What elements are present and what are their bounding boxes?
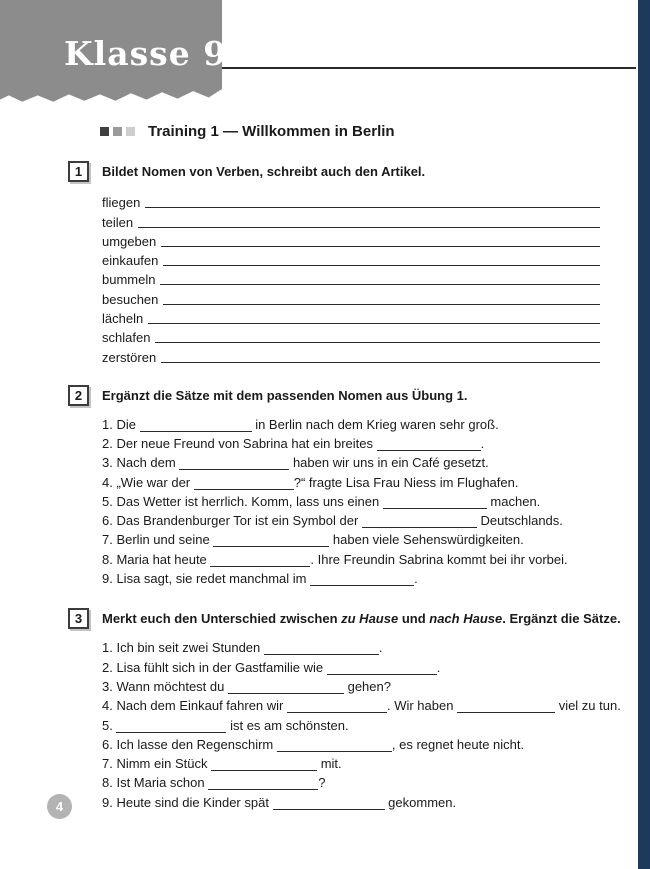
sections-container [0,161,650,812]
writing-line [163,253,600,266]
sentence: 5. ist es am schönsten. [102,717,349,733]
header-rule [222,67,636,69]
sentence: 1. Ich bin seit zwei Stunden . [102,640,383,656]
sentence: 3. Nach dem haben wir uns in ein Café gesetzt. [102,455,489,471]
blank-line [210,553,310,567]
sentence: 4. „Wie war der ?“ fragte Lisa Frau Niess im Flughafen. [102,474,519,490]
section-head [68,161,600,182]
section-body [102,191,600,365]
section-heading: Bildet Nomen von Verben, schreibt auch den Artikel. [102,164,426,179]
section-heading: Ergänzt die Sätze mit dem passenden Nomen aus Übung 1. [102,387,468,403]
blank-line [327,661,437,675]
blank-line [310,572,414,586]
verb-label: umgeben [102,233,157,249]
sentence: 2. Der neue Freund von Sabrina hat ein breites . [102,435,485,451]
blank-line [208,776,318,790]
sentence: 6. Das Brandenburger Tor ist ein Symbol der Deutschlands. [102,513,563,529]
blank-line [228,680,344,694]
blank-line [362,514,477,528]
section-head [68,608,621,629]
sentence: 7. Berlin und seine haben viele Sehenswürdigkeiten. [102,532,524,548]
sentence: 3. Wann möchtest du gehen? [102,678,391,694]
blank-line [213,533,329,547]
sentence: 5. Das Wetter ist herrlich. Komm, lass uns einen machen. [102,493,541,509]
word-line-row [102,249,600,268]
section-head [68,385,600,406]
sentence: 9. Lisa sagt, sie redet manchmal im . [102,571,418,587]
sentence: 6. Ich lasse den Regenschirm , es regnet heute nicht. [102,736,525,752]
sentence: 7. Nimm ein Stück mit. [102,756,342,772]
square-bullet-icon-mid [113,127,122,136]
blank-line [140,418,252,432]
writing-line [145,195,600,208]
word-line-row [102,307,600,326]
sentence: 8. Maria hat heute . Ihre Freundin Sabrina kommt bei ihr vorbei. [102,551,568,567]
page-edge-bar [638,0,650,869]
word-line-row [102,287,600,306]
writing-line [161,234,600,247]
section-body [102,415,600,589]
sentence: 8. Ist Maria schon ? [102,775,326,791]
section-number-box: 3 [68,608,89,629]
sentence: 9. Heute sind die Kinder spät gekommen. [102,794,457,810]
writing-line [163,292,600,305]
square-bullet-icon-dark [100,127,109,136]
writing-line [161,350,600,363]
writing-line [160,272,600,285]
sentence: 2. Lisa fühlt sich in der Gastfamilie wie . [102,659,441,675]
writing-line [148,311,600,324]
training-title-text: Training 1 — Willkommen in Berlin [148,123,395,140]
square-bullet-icon-light [126,127,135,136]
training-heading [100,122,650,141]
blank-line [457,699,555,713]
verb-label: bummeln [102,272,156,288]
section-body [102,638,621,812]
word-line-row [102,268,600,287]
banner-title: Klasse 9 [64,34,228,73]
verb-label: besuchen [102,291,159,307]
page-number-badge: 4 [47,794,72,819]
word-line-row [102,210,600,229]
blank-line [179,456,289,470]
exercise-section-2 [0,385,650,589]
word-line-row [102,345,600,364]
section-heading: Merkt euch den Unterschied zwischen zu Hause und nach Hause. Ergänzt die Sätze. [102,611,621,627]
verb-label: teilen [102,214,134,230]
writing-line [138,215,600,228]
blank-line [264,641,379,655]
blank-line [287,699,387,713]
verb-label: fliegen [102,195,141,211]
word-line-row [102,191,600,210]
word-line-row [102,230,600,249]
blank-line [116,719,226,733]
sentence: 1. Die in Berlin nach dem Krieg waren sehr groß. [102,416,499,432]
blank-line [383,495,487,509]
blank-line [377,437,481,451]
verb-label: einkaufen [102,253,159,269]
blank-line [277,738,392,752]
exercise-section-1 [0,161,650,365]
blank-line [211,757,317,771]
writing-line [155,330,600,343]
section-number-box: 2 [68,385,89,406]
section-number-box: 1 [68,161,89,182]
verb-label: schlafen [102,330,151,346]
exercise-section-3 [0,608,650,812]
sentence: 4. Nach dem Einkauf fahren wir . Wir haben viel zu tun. [102,698,621,714]
blank-line [194,476,294,490]
blank-line [273,796,385,810]
word-line-row [102,326,600,345]
verb-label: lächeln [102,311,144,327]
verb-label: zerstören [102,349,157,365]
